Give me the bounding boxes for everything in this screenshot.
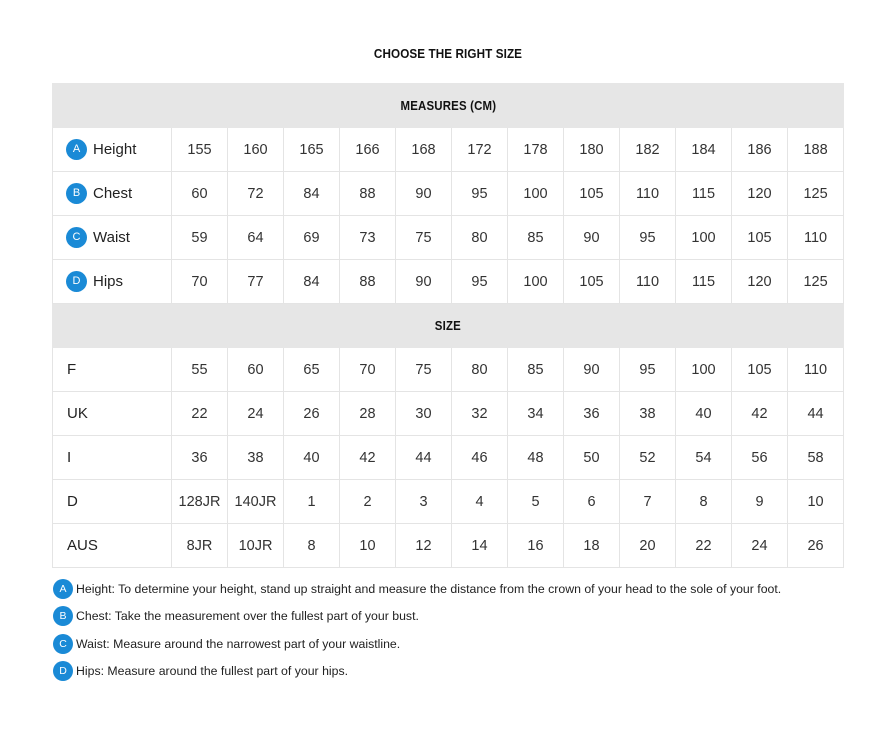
size-value-cell: 50 — [564, 436, 620, 480]
measure-value-cell: 95 — [620, 216, 676, 260]
size-value-cell: 10 — [340, 524, 396, 568]
size-value-cell: 128JR — [172, 480, 228, 524]
note-text: Height: To determine your height, stand up straight and measure the distance from the crown of your head to the sole of your foot. — [76, 582, 782, 596]
page-title: CHOOSE THE RIGHT SIZE — [373, 46, 523, 61]
measure-row-waist — [53, 216, 844, 260]
size-value-cell: 55 — [172, 348, 228, 392]
size-section-header — [53, 304, 844, 348]
size-value-cell: 26 — [284, 392, 340, 436]
note-text: Waist: Measure around the narrowest part of your waistline. — [76, 636, 401, 651]
note-text: Hips: Measure around the fullest part of your hips. — [76, 663, 349, 678]
size-value-cell: 5 — [508, 480, 564, 524]
measure-value-cell: 64 — [228, 216, 284, 260]
badge-d-icon: D — [53, 661, 73, 681]
measurement-notes — [53, 579, 873, 688]
measure-value-cell: 115 — [676, 172, 732, 216]
size-value-cell: 22 — [676, 524, 732, 568]
note-item — [53, 579, 873, 599]
size-value-cell: 65 — [284, 348, 340, 392]
measure-value-cell: 178 — [508, 128, 564, 172]
size-value-cell: 14 — [452, 524, 508, 568]
measure-value-cell: 115 — [676, 260, 732, 304]
size-value-cell: 24 — [732, 524, 788, 568]
measure-value-cell: 172 — [452, 128, 508, 172]
measures-header-label: MEASURES (CM) — [400, 98, 496, 113]
size-label-cell: UK — [53, 392, 172, 436]
size-value-cell: 12 — [396, 524, 452, 568]
measure-value-cell: 95 — [452, 260, 508, 304]
measure-label-cell — [53, 260, 172, 304]
measure-value-cell: 125 — [788, 260, 844, 304]
measure-row-height — [53, 128, 844, 172]
measure-value-cell: 110 — [620, 172, 676, 216]
size-value-cell: 1 — [284, 480, 340, 524]
size-value-cell: 140JR — [228, 480, 284, 524]
measure-value-cell: 88 — [340, 260, 396, 304]
measure-value-cell: 84 — [284, 260, 340, 304]
measure-value-cell: 59 — [172, 216, 228, 260]
size-value-cell: 8JR — [172, 524, 228, 568]
note-text: Chest: Take the measurement over the fullest part of your bust. — [76, 609, 419, 624]
measure-value-cell: 186 — [732, 128, 788, 172]
measure-value-cell: 165 — [284, 128, 340, 172]
size-label-cell: D — [53, 480, 172, 524]
size-value-cell: 40 — [676, 392, 732, 436]
size-value-cell: 105 — [732, 348, 788, 392]
size-header-label: SIZE — [434, 318, 462, 333]
measure-value-cell: 100 — [508, 172, 564, 216]
measure-label: Chest — [93, 185, 133, 202]
measure-value-cell: 105 — [732, 216, 788, 260]
measure-value-cell: 100 — [676, 216, 732, 260]
note-item — [53, 606, 873, 626]
measure-value-cell: 85 — [508, 216, 564, 260]
badge-c-icon: C — [53, 634, 73, 654]
badge-c-icon: C — [66, 227, 87, 248]
size-value-cell: 8 — [676, 480, 732, 524]
badge-a-icon: A — [53, 579, 73, 599]
size-value-cell: 54 — [676, 436, 732, 480]
size-value-cell: 34 — [508, 392, 564, 436]
size-value-cell: 75 — [396, 348, 452, 392]
measure-value-cell: 75 — [396, 216, 452, 260]
size-value-cell: 10JR — [228, 524, 284, 568]
size-value-cell: 38 — [620, 392, 676, 436]
measure-value-cell: 88 — [340, 172, 396, 216]
measure-label: Hips — [93, 273, 124, 290]
measure-value-cell: 80 — [452, 216, 508, 260]
measure-value-cell: 72 — [228, 172, 284, 216]
size-value-cell: 56 — [732, 436, 788, 480]
size-value-cell: 16 — [508, 524, 564, 568]
size-value-cell: 42 — [732, 392, 788, 436]
measure-value-cell: 77 — [228, 260, 284, 304]
badge-d-icon: D — [66, 271, 87, 292]
size-value-cell: 38 — [228, 436, 284, 480]
measure-value-cell: 168 — [396, 128, 452, 172]
size-value-cell: 3 — [396, 480, 452, 524]
size-value-cell: 26 — [788, 524, 844, 568]
size-value-cell: 60 — [228, 348, 284, 392]
measure-value-cell: 90 — [396, 260, 452, 304]
size-value-cell: 80 — [452, 348, 508, 392]
size-value-cell: 70 — [340, 348, 396, 392]
measure-row-chest — [53, 172, 844, 216]
size-value-cell: 24 — [228, 392, 284, 436]
measure-value-cell: 90 — [396, 172, 452, 216]
note-item — [53, 661, 873, 681]
measure-value-cell: 120 — [732, 260, 788, 304]
measure-value-cell: 188 — [788, 128, 844, 172]
measure-value-cell: 110 — [620, 260, 676, 304]
size-row-f — [53, 348, 844, 392]
size-value-cell: 36 — [172, 436, 228, 480]
measure-value-cell: 110 — [788, 216, 844, 260]
size-value-cell: 30 — [396, 392, 452, 436]
size-value-cell: 40 — [284, 436, 340, 480]
size-value-cell: 20 — [620, 524, 676, 568]
measure-value-cell: 184 — [676, 128, 732, 172]
badge-b-icon: B — [53, 606, 73, 626]
size-value-cell: 9 — [732, 480, 788, 524]
size-row-d — [53, 480, 844, 524]
size-row-i — [53, 436, 844, 480]
size-value-cell: 36 — [564, 392, 620, 436]
measure-value-cell: 105 — [564, 260, 620, 304]
measure-value-cell: 84 — [284, 172, 340, 216]
measures-section-header — [53, 84, 844, 128]
size-value-cell: 42 — [340, 436, 396, 480]
size-chart-table — [52, 83, 844, 568]
measure-value-cell: 155 — [172, 128, 228, 172]
size-value-cell: 58 — [788, 436, 844, 480]
size-value-cell: 48 — [508, 436, 564, 480]
measure-value-cell: 90 — [564, 216, 620, 260]
measure-value-cell: 166 — [340, 128, 396, 172]
size-row-uk — [53, 392, 844, 436]
measure-label-cell — [53, 216, 172, 260]
size-row-aus — [53, 524, 844, 568]
size-value-cell: 32 — [452, 392, 508, 436]
measure-value-cell: 180 — [564, 128, 620, 172]
measure-label: Waist — [93, 229, 130, 246]
size-value-cell: 7 — [620, 480, 676, 524]
size-value-cell: 18 — [564, 524, 620, 568]
measure-value-cell: 125 — [788, 172, 844, 216]
badge-a-icon: A — [66, 139, 87, 160]
measure-value-cell: 100 — [508, 260, 564, 304]
size-value-cell: 8 — [284, 524, 340, 568]
measure-value-cell: 160 — [228, 128, 284, 172]
size-label-cell: I — [53, 436, 172, 480]
size-label-cell: AUS — [53, 524, 172, 568]
measure-value-cell: 70 — [172, 260, 228, 304]
size-value-cell: 10 — [788, 480, 844, 524]
size-value-cell: 52 — [620, 436, 676, 480]
measure-row-hips — [53, 260, 844, 304]
note-item — [53, 634, 873, 654]
measure-label: Height — [93, 141, 137, 158]
measure-value-cell: 60 — [172, 172, 228, 216]
size-value-cell: 44 — [396, 436, 452, 480]
size-label-cell: F — [53, 348, 172, 392]
size-value-cell: 28 — [340, 392, 396, 436]
measure-value-cell: 182 — [620, 128, 676, 172]
measure-label-cell — [53, 172, 172, 216]
measure-value-cell: 95 — [452, 172, 508, 216]
measure-value-cell: 73 — [340, 216, 396, 260]
size-value-cell: 4 — [452, 480, 508, 524]
size-value-cell: 85 — [508, 348, 564, 392]
badge-b-icon: B — [66, 183, 87, 204]
size-value-cell: 110 — [788, 348, 844, 392]
size-value-cell: 95 — [620, 348, 676, 392]
size-value-cell: 22 — [172, 392, 228, 436]
measure-label-cell — [53, 128, 172, 172]
size-value-cell: 46 — [452, 436, 508, 480]
size-value-cell: 6 — [564, 480, 620, 524]
size-value-cell: 2 — [340, 480, 396, 524]
measure-value-cell: 69 — [284, 216, 340, 260]
measure-value-cell: 120 — [732, 172, 788, 216]
measure-value-cell: 105 — [564, 172, 620, 216]
size-value-cell: 44 — [788, 392, 844, 436]
size-value-cell: 100 — [676, 348, 732, 392]
size-value-cell: 90 — [564, 348, 620, 392]
